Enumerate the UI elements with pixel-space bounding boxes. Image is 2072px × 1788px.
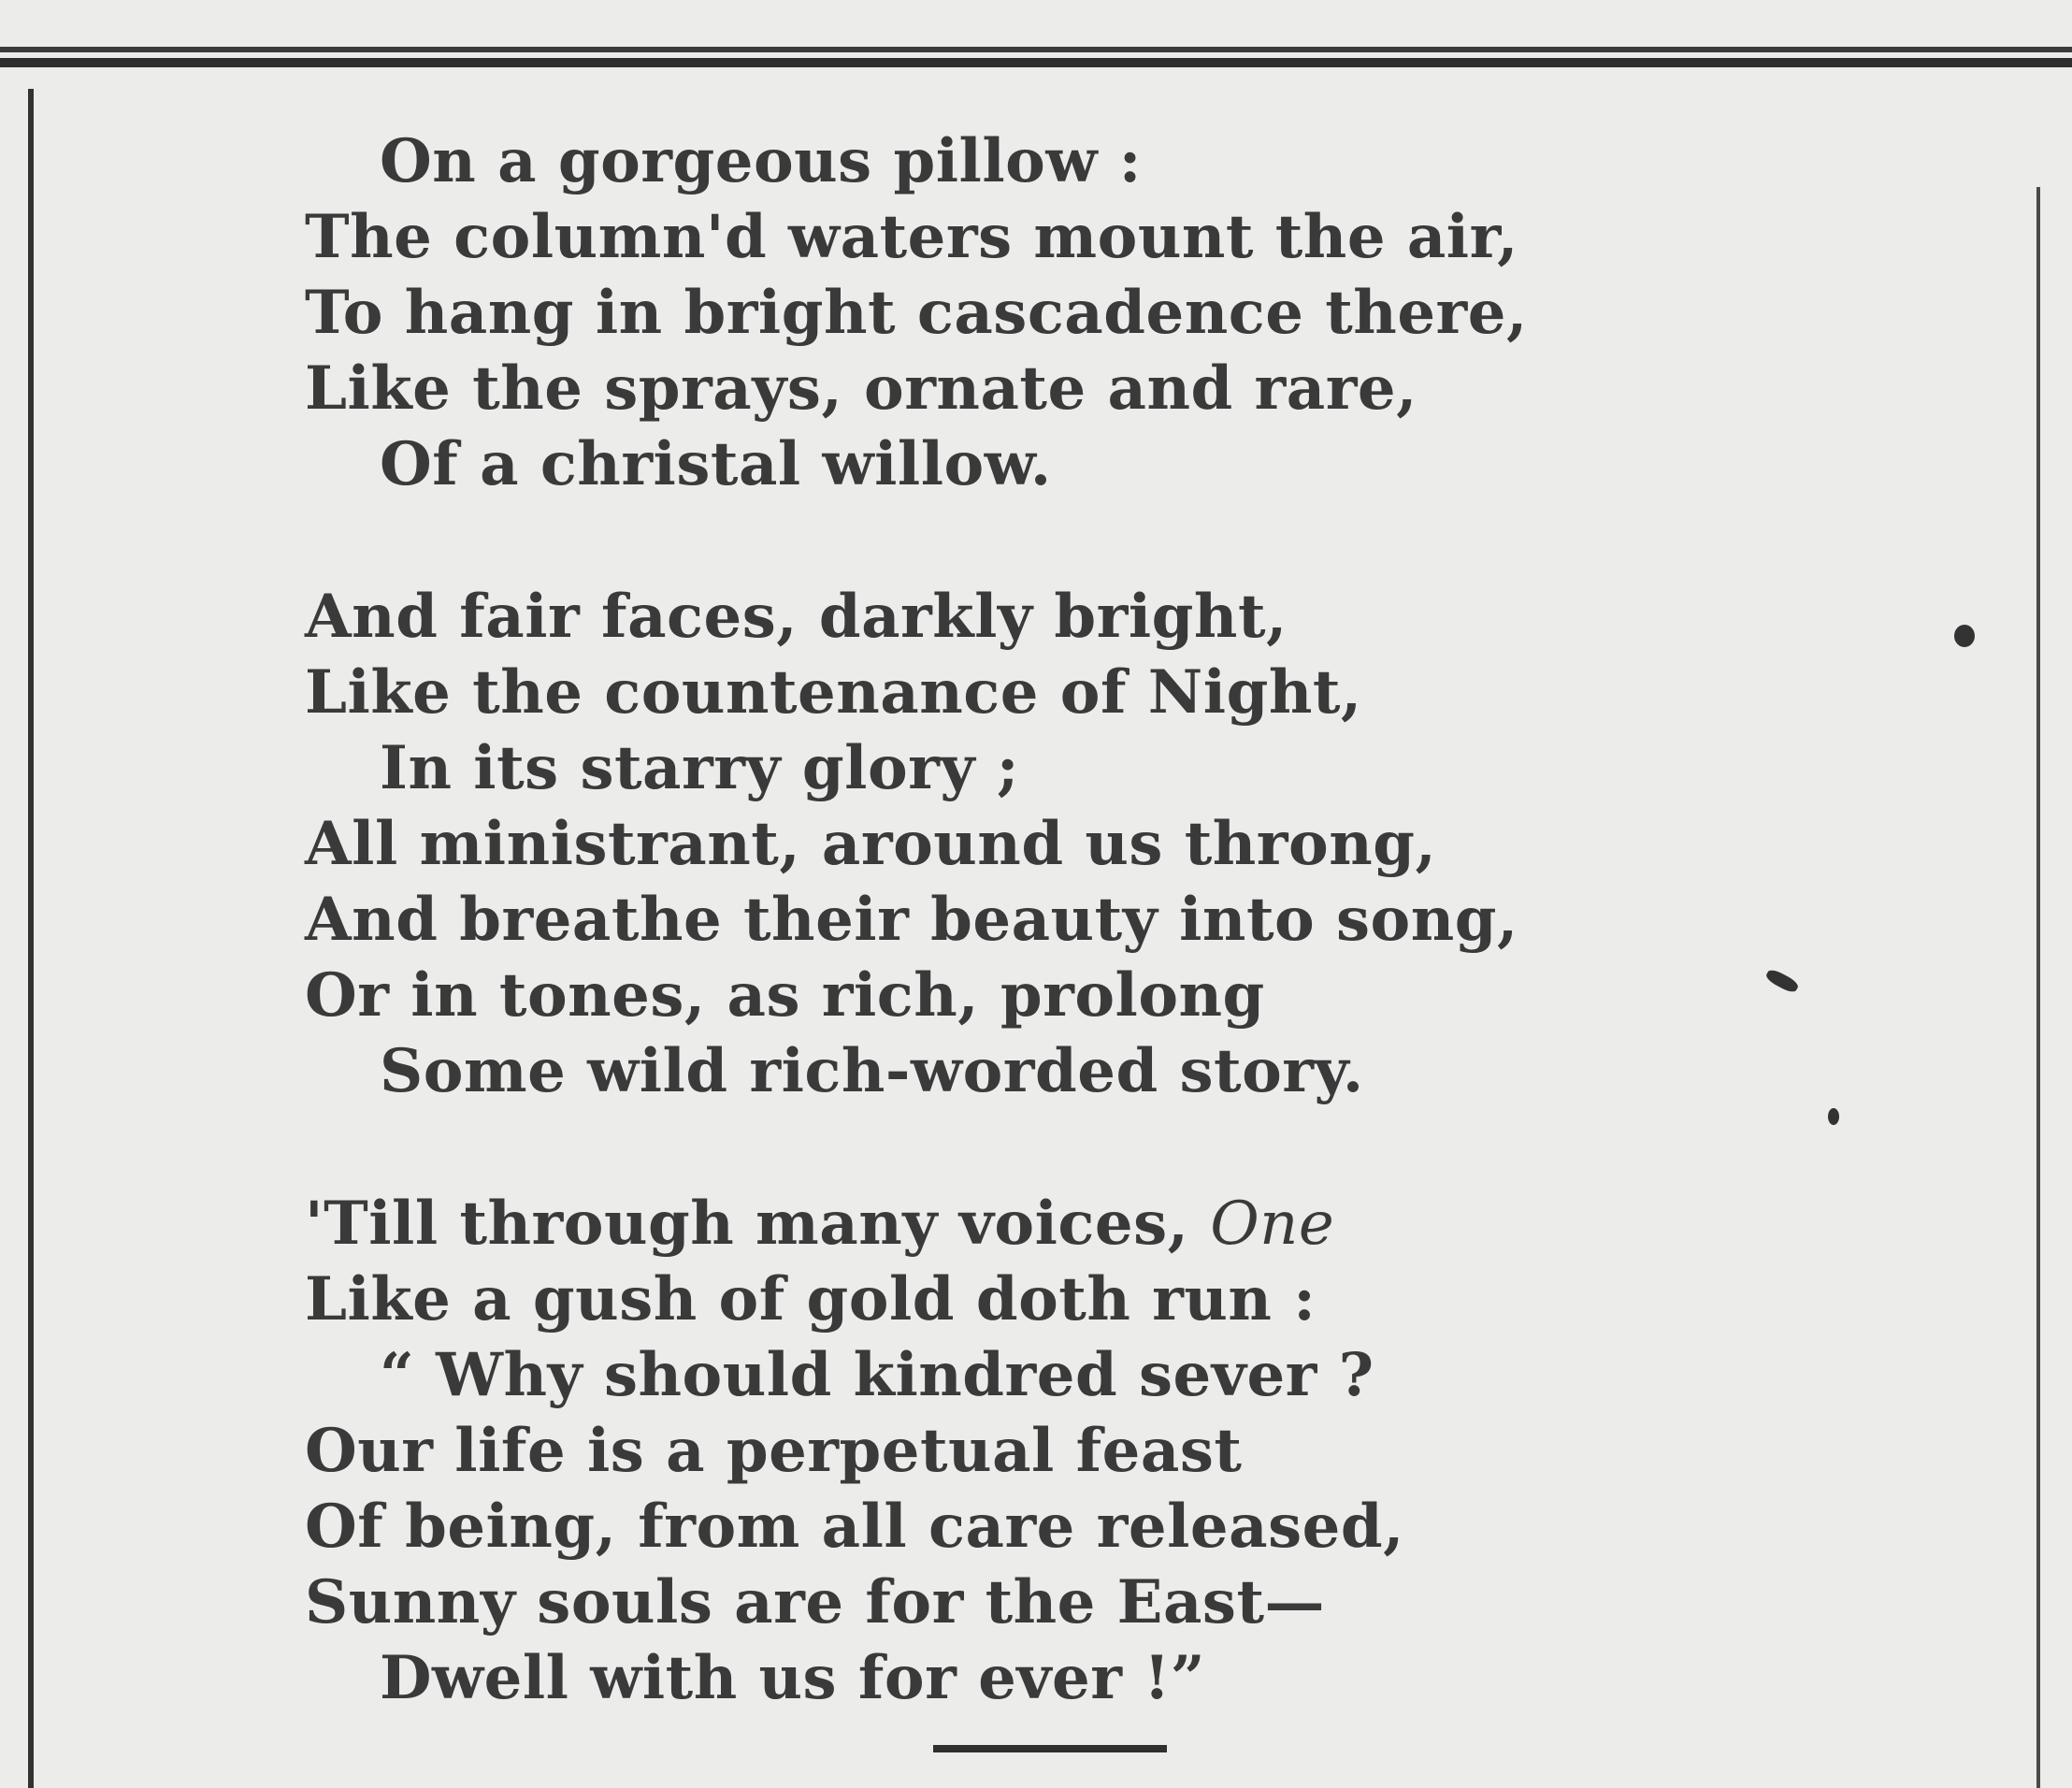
poem-line: Our life is a perpetual feast <box>305 1416 1243 1486</box>
poem-line: Of being, from all care released, <box>305 1492 1404 1562</box>
stanza-3 <box>305 1186 1614 1716</box>
poem-line: And fair faces, darkly bright, <box>305 582 1288 652</box>
poem-line: All ministrant, around us throng, <box>305 809 1437 879</box>
ink-speck <box>1764 967 1800 994</box>
poem-line-italic-word: One <box>1210 1190 1335 1259</box>
ink-speck <box>1828 1108 1839 1125</box>
poem-line: And breathe their beauty into song, <box>305 885 1518 955</box>
poem-line: Of a christal willow. <box>380 429 1052 499</box>
end-rule <box>933 1745 1167 1752</box>
poem-line: Like the countenance of Night, <box>305 657 1362 728</box>
stanza-1 <box>305 123 1614 502</box>
right-column-rule <box>2036 187 2040 1788</box>
poem-line <box>305 1186 1614 1262</box>
poem-line: Some wild rich-worded story. <box>380 1036 1364 1106</box>
poem-line: On a gorgeous pillow : <box>380 126 1142 196</box>
stanza-2 <box>305 579 1614 1109</box>
poem-line: Like a gush of gold doth run : <box>305 1264 1317 1334</box>
poem-line: In its starry glory ; <box>380 733 1019 803</box>
poem-line: Dwell with us for ever !” <box>380 1643 1206 1713</box>
top-rule-thin <box>0 47 2072 52</box>
poem-line: Like the sprays, ornate and rare, <box>305 353 1417 424</box>
poem-line: Or in tones, as rich, prolong <box>305 960 1265 1031</box>
poem-line: The column'd waters mount the air, <box>305 202 1518 272</box>
poem-line: To hang in bright cascadence there, <box>305 278 1528 348</box>
ink-speck <box>1954 625 1975 647</box>
poem-line-text: 'Till through many voices, <box>305 1189 1211 1259</box>
poem-line: “ Why should kindred sever ? <box>380 1340 1374 1410</box>
top-rule-thick <box>0 58 2072 67</box>
left-column-rule <box>28 89 34 1788</box>
poem <box>305 123 1614 1716</box>
poem-line: Sunny souls are for the East— <box>305 1567 1325 1637</box>
